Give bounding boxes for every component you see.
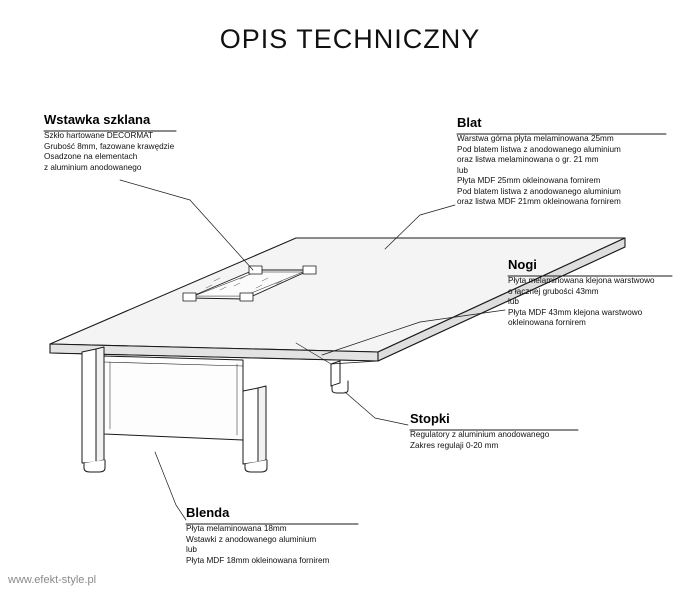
leg-right-front-side bbox=[258, 386, 266, 462]
callout-wstawka-line-1: Szkło hartowane DECORMAT bbox=[44, 131, 154, 140]
callout-stopki-heading: Stopki bbox=[410, 411, 450, 426]
callout-wstawka-body bbox=[44, 131, 174, 173]
callout-blat-line-4: lub bbox=[457, 165, 468, 175]
callout-wstawka-line-4: z aluminium anodowanego bbox=[44, 162, 142, 172]
callout-blenda-line-4: Płyta MDF 18mm okleinowana fornirem bbox=[186, 555, 330, 565]
leader-wstawka bbox=[120, 180, 253, 270]
callout-blat-line-5: Płyta MDF 25mm okleinowana fornirem bbox=[457, 176, 601, 185]
callout-blenda-line-3: lub bbox=[186, 545, 197, 554]
leg-left-side bbox=[96, 347, 104, 462]
leg-left bbox=[82, 349, 96, 463]
glass-clip-4 bbox=[303, 266, 316, 274]
leader-blenda bbox=[155, 452, 186, 520]
callout-wstawka-line-2: Grubość 8mm, fazowane krawędzie bbox=[44, 141, 175, 151]
callout-nogi-body bbox=[508, 276, 655, 329]
callout-wstawka-heading: Wstawka szklana bbox=[44, 112, 151, 127]
callout-blenda-line-2: Wstawki z anodowanego aluminium bbox=[186, 534, 317, 544]
callout-blat-line-6: Pod blatem listwa z anodowanego aluminium bbox=[457, 186, 621, 196]
callout-blat-line-1: Warstwa górna płyta melaminowana 25mm bbox=[457, 134, 614, 143]
callout-blat-line-7: oraz listwa MDF 21mm okleinowana fornirem bbox=[457, 197, 621, 206]
callout-nogi-line-4: Płyta MDF 43mm klejona warstwowo bbox=[508, 307, 643, 317]
glass-clip-1 bbox=[183, 293, 196, 301]
callout-blat-body bbox=[457, 134, 621, 208]
callout-wstawka-szklana bbox=[44, 112, 174, 173]
page-title: OPIS TECHNICZNY bbox=[219, 24, 481, 54]
site-watermark: www.efekt-style.pl bbox=[8, 574, 97, 586]
callout-nogi-heading: Nogi bbox=[508, 257, 537, 272]
leg-rear-right bbox=[331, 361, 340, 386]
leader-stopki bbox=[345, 392, 408, 425]
leg-right-front bbox=[243, 388, 258, 464]
callout-nogi-line-5: okleinowana fornirem bbox=[508, 318, 586, 327]
callout-blenda-heading: Blenda bbox=[186, 505, 230, 520]
callout-nogi-line-2: o łącznej grubości 43mm bbox=[508, 286, 599, 296]
callout-nogi bbox=[508, 257, 655, 329]
callout-stopki-line-2: Zakres regulaji 0-20 mm bbox=[410, 440, 499, 450]
callout-stopki bbox=[410, 411, 549, 451]
callout-blat-line-2: Pod blatem listwa z anodowanego aluminium bbox=[457, 144, 621, 154]
callout-stopki-body bbox=[410, 430, 549, 451]
callout-blenda bbox=[186, 505, 329, 566]
callout-wstawka-line-3: Osadzone na elementach bbox=[44, 152, 138, 161]
callout-nogi-line-3: lub bbox=[508, 297, 519, 306]
callout-blat-heading: Blat bbox=[457, 115, 482, 130]
callout-blenda-body bbox=[186, 524, 329, 566]
callout-stopki-line-1: Regulatory z aluminium anodowanego bbox=[410, 430, 550, 439]
callout-blenda-line-1: Płyta melaminowana 18mm bbox=[186, 524, 287, 533]
callout-blat-line-3: oraz listwa melaminowana o gr. 21 mm bbox=[457, 155, 599, 164]
callout-nogi-line-1: Płyta melaminowana klejona warstwowo bbox=[508, 276, 655, 285]
blenda-panel bbox=[104, 356, 243, 440]
callout-blat bbox=[457, 115, 621, 208]
glass-clip-2 bbox=[240, 293, 253, 301]
